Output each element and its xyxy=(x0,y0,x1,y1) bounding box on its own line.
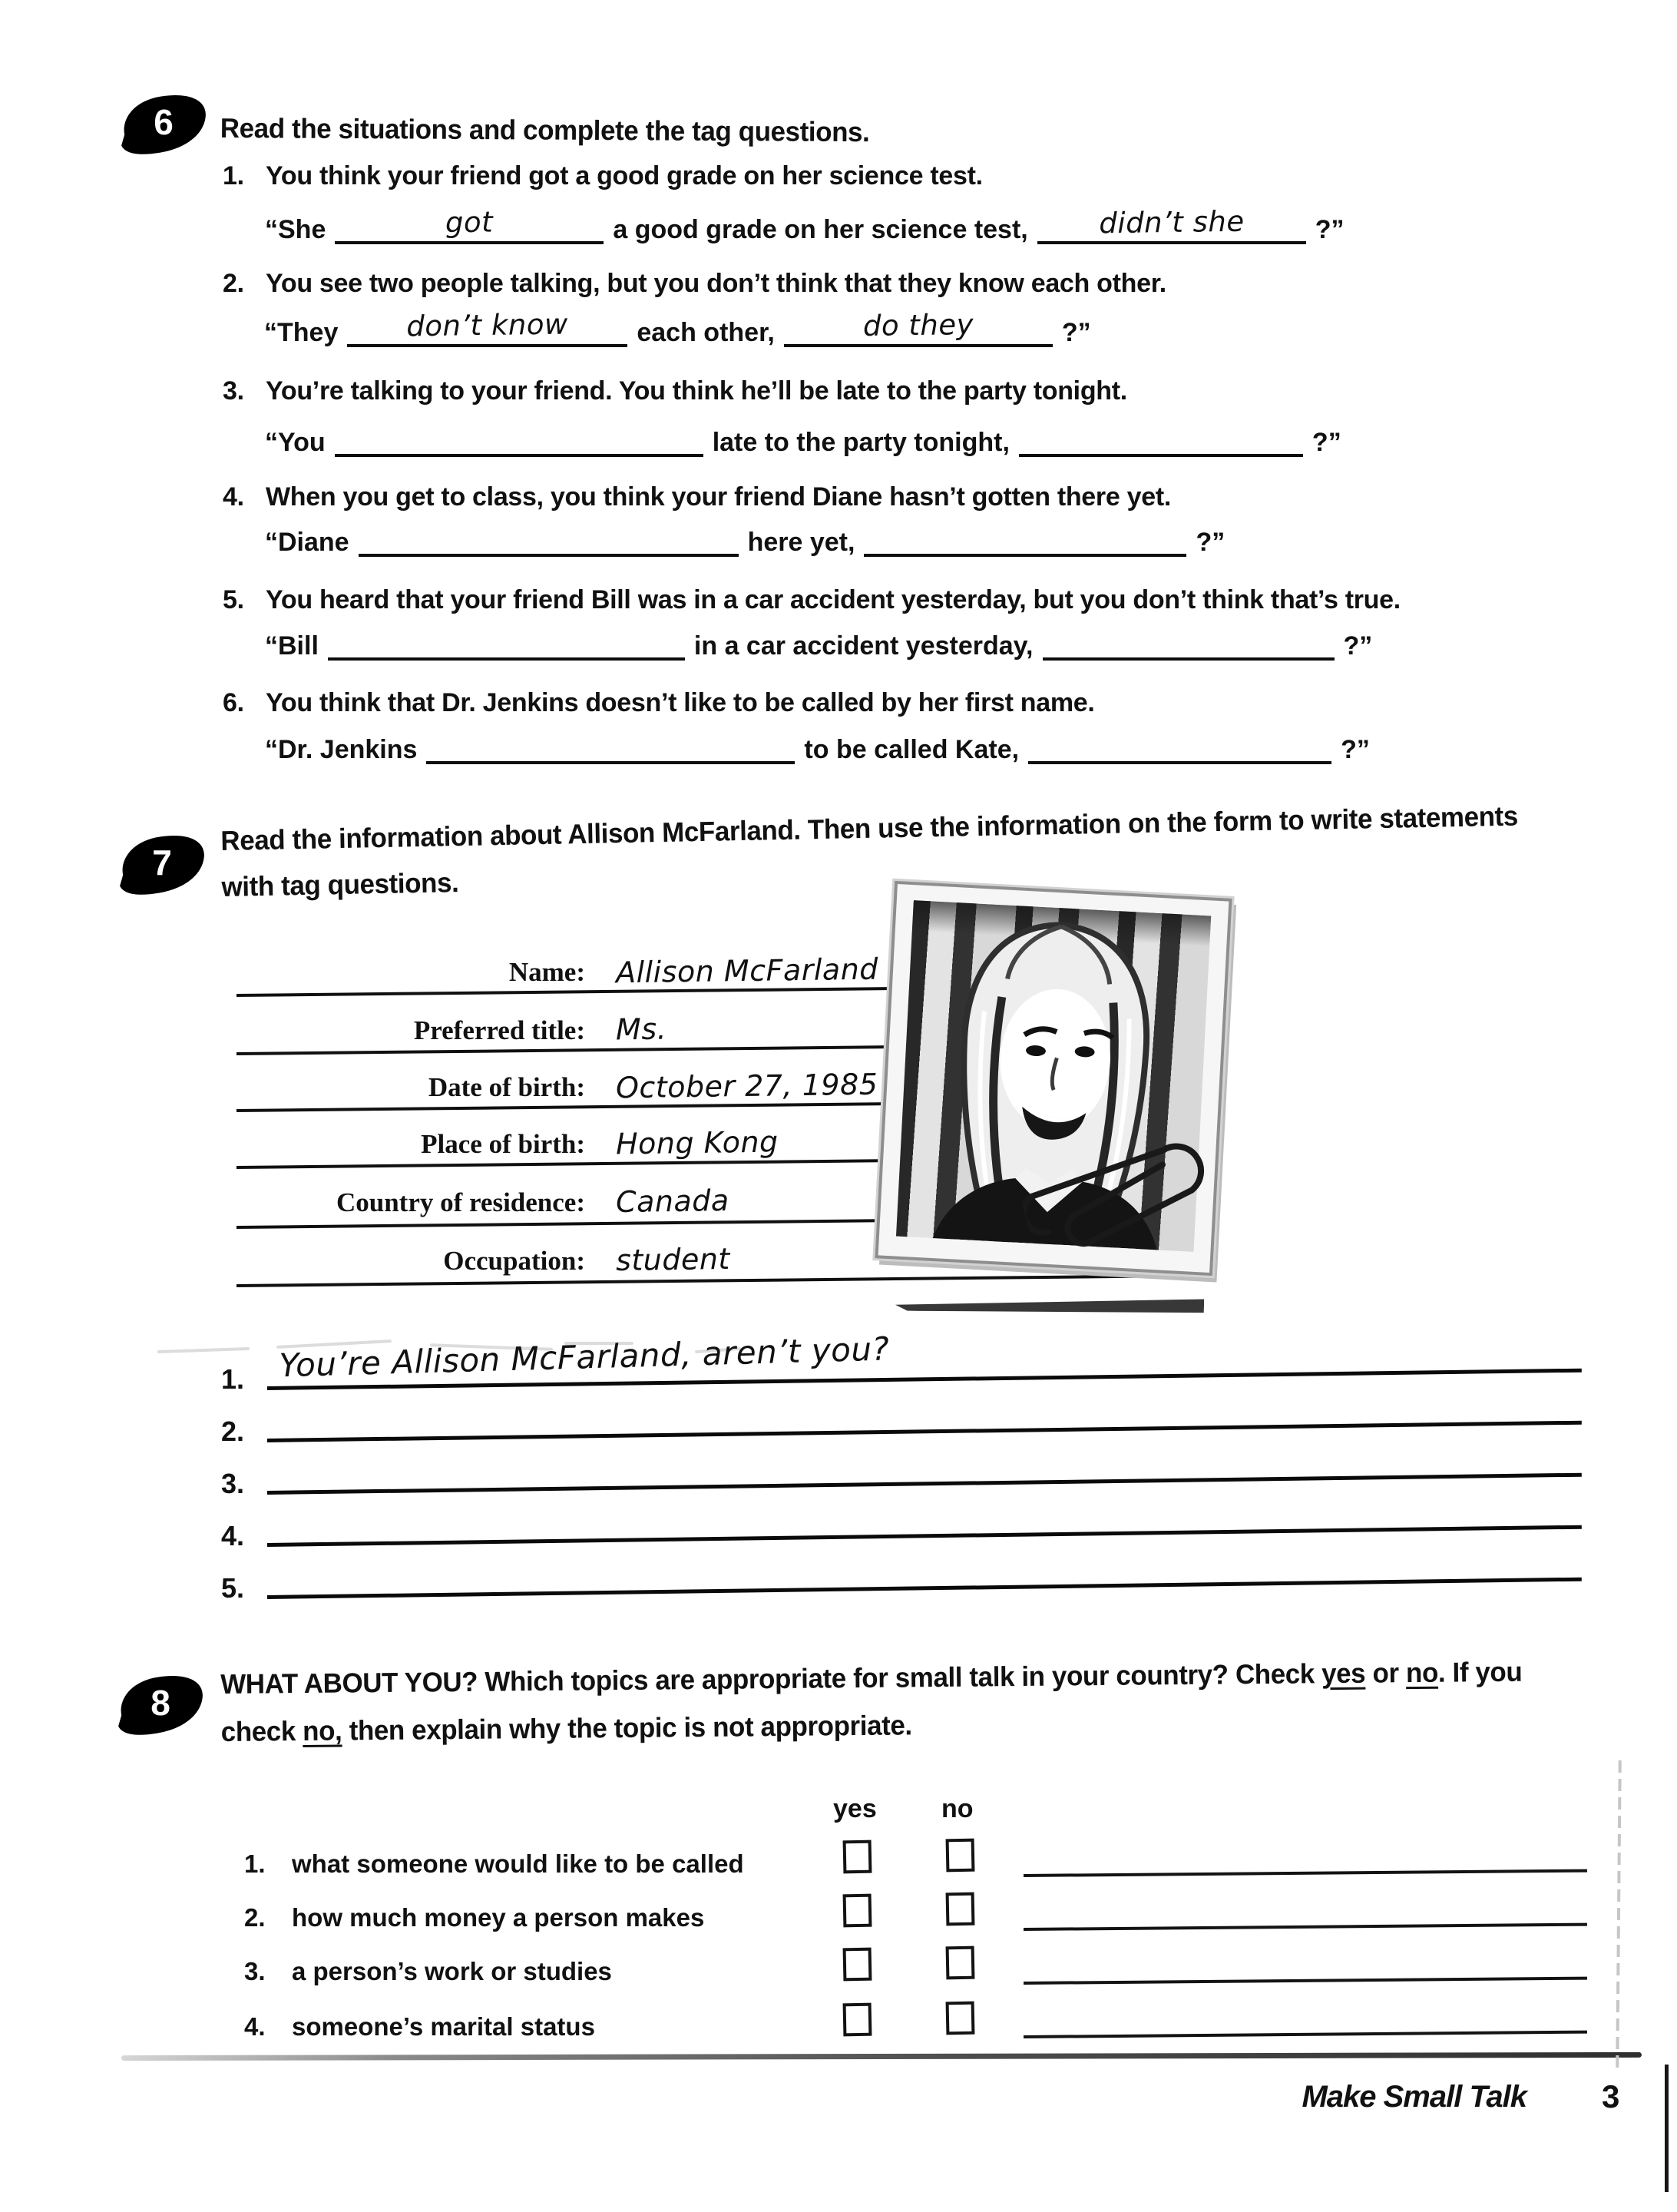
checkbox-no[interactable] xyxy=(946,1946,975,1980)
form-label: Occupation: xyxy=(443,1246,585,1276)
quote-prefix: “Diane xyxy=(265,528,349,557)
form-label: Preferred title: xyxy=(413,1015,585,1045)
quote-middle: in a car accident yesterday, xyxy=(693,631,1034,661)
topic-text: a person’s work or studies xyxy=(292,1957,612,1985)
checkbox-yes[interactable] xyxy=(843,2003,872,2037)
underlined-no: no, xyxy=(302,1714,342,1747)
answer-blank[interactable] xyxy=(359,515,739,557)
answer-number: 2. xyxy=(221,1416,245,1447)
topic-number: 1. xyxy=(244,1849,266,1878)
quote-suffix: ?” xyxy=(1341,735,1370,764)
item-number: 2. xyxy=(223,269,244,298)
topic-number: 3. xyxy=(244,1957,266,1985)
handwritten-answer xyxy=(1028,754,1331,759)
exercise-number: 7 xyxy=(152,843,172,882)
answer-blank[interactable] xyxy=(335,203,604,244)
instructions-segment: check xyxy=(220,1714,303,1747)
checkbox-yes[interactable] xyxy=(843,1840,872,1874)
topic-item xyxy=(244,1903,704,1932)
quote-prefix: “She xyxy=(265,215,326,244)
form-value[interactable]: Hong Kong xyxy=(615,1124,779,1161)
form-label: Place of birth: xyxy=(421,1129,585,1159)
answer-blank[interactable] xyxy=(1019,416,1303,457)
situation-text: You think your friend got a good grade on her science test. xyxy=(266,161,983,190)
answer-blank[interactable] xyxy=(426,723,795,764)
instructions-segment: or xyxy=(1365,1657,1407,1689)
handwritten-answer xyxy=(426,754,795,760)
handwritten-answer xyxy=(1019,447,1303,451)
item-number: 6. xyxy=(223,688,244,717)
situation-text: You’re talking to your friend. You think he’ll be late to the party tonight. xyxy=(266,376,1127,406)
topic-text: someone’s marital status xyxy=(292,2012,595,2041)
topic-text: how much money a person makes xyxy=(292,1903,705,1932)
explanation-line[interactable] xyxy=(1024,1977,1587,1985)
instructions-segment: WHAT ABOUT YOU? Which topics are appropriate for small talk in your country? Check xyxy=(220,1657,1322,1700)
form-field-occupation xyxy=(223,1243,730,1277)
exercise-7-badge xyxy=(115,831,209,897)
situation-item xyxy=(223,585,1401,615)
answer-blank[interactable] xyxy=(335,416,703,457)
quote-suffix: ?” xyxy=(1312,428,1341,457)
exercise-number: 8 xyxy=(150,1683,170,1723)
topic-item xyxy=(244,2012,595,2041)
quote-suffix: ?” xyxy=(1343,631,1373,661)
checkbox-yes[interactable] xyxy=(843,1894,872,1928)
topic-text: what someone would like to be called xyxy=(292,1849,744,1878)
checkbox-yes[interactable] xyxy=(843,1948,872,1982)
answer-blank[interactable] xyxy=(864,515,1186,557)
answer-number: 5. xyxy=(221,1572,245,1604)
topic-number: 4. xyxy=(244,2012,266,2041)
handwritten-answer xyxy=(335,447,703,452)
answer-number: 4. xyxy=(221,1520,245,1551)
form-value[interactable]: student xyxy=(615,1241,731,1278)
answer-blank[interactable] xyxy=(784,306,1053,347)
instructions-segment: . If you xyxy=(1437,1655,1523,1688)
answer-number: 3. xyxy=(221,1468,245,1499)
form-value[interactable]: Allison McFarland xyxy=(615,952,879,990)
topic-item xyxy=(244,1849,744,1879)
form-label: Country of residence: xyxy=(336,1187,585,1217)
instructions-line-2 xyxy=(221,1704,1523,1748)
quote-middle: a good grade on her science test, xyxy=(613,215,1028,244)
handwritten-statement: You’re Allison McFarland, aren’t you? xyxy=(278,1330,890,1385)
footer-divider xyxy=(121,2052,1642,2061)
situation-item xyxy=(223,688,1095,718)
exercise-6-instructions: Read the situations and complete the tag questions. xyxy=(220,112,870,148)
tag-question-line xyxy=(265,724,1370,764)
situation-text: You see two people talking, but you don’t think that they know each other. xyxy=(266,269,1166,298)
form-field-date-of-birth xyxy=(223,1069,878,1103)
form-value[interactable]: Canada xyxy=(615,1183,729,1220)
exercise-7-instructions xyxy=(220,800,1560,903)
answer-blank[interactable] xyxy=(1028,723,1331,764)
answer-blank[interactable] xyxy=(1043,619,1335,661)
item-number: 5. xyxy=(223,585,244,614)
tag-question-line xyxy=(265,517,1225,557)
quote-middle: late to the party tonight, xyxy=(712,428,1010,457)
quote-suffix: ?” xyxy=(1061,318,1091,347)
answer-blank[interactable] xyxy=(328,619,685,661)
situation-text: You think that Dr. Jenkins doesn’t like to be called by her first name. xyxy=(266,688,1095,717)
topic-item xyxy=(244,1957,612,1986)
quote-prefix: “Dr. Jenkins xyxy=(265,735,418,764)
explanation-line[interactable] xyxy=(1024,2031,1587,2038)
quote-suffix: ?” xyxy=(1196,528,1226,557)
explanation-line[interactable] xyxy=(1024,1923,1587,1931)
handwritten-answer: didn’t she xyxy=(1098,204,1245,240)
underlined-yes: yes xyxy=(1321,1657,1366,1690)
tag-question-line xyxy=(265,621,1372,661)
scan-edge-squiggle xyxy=(1616,1760,1621,2068)
quote-prefix: “You xyxy=(265,428,326,457)
handwritten-answer xyxy=(359,547,739,552)
form-label: Name: xyxy=(508,957,585,987)
checkbox-no[interactable] xyxy=(946,1839,975,1873)
explanation-line[interactable] xyxy=(1024,1869,1587,1877)
quote-prefix: “They xyxy=(264,318,339,347)
handwritten-answer: don’t know xyxy=(406,307,569,343)
checkbox-no[interactable] xyxy=(946,2002,975,2035)
handwritten-answer xyxy=(328,651,685,655)
scan-smudge xyxy=(157,1347,250,1353)
answer-blank[interactable] xyxy=(1037,203,1306,244)
exercise-8-badge xyxy=(114,1671,207,1737)
handwritten-answer: got xyxy=(445,205,494,240)
situation-item xyxy=(223,376,1127,406)
instructions-line-1: Read the information about Allison McFarland. Then use the information on the form to write statements xyxy=(220,800,1519,856)
handwritten-answer xyxy=(1043,651,1335,654)
tag-question-line xyxy=(264,307,1091,347)
quote-middle: here yet, xyxy=(747,528,855,557)
page-number: 3 xyxy=(1602,2078,1620,2114)
item-number: 4. xyxy=(223,482,244,512)
book-title: Make Small Talk xyxy=(1302,2080,1526,2114)
instructions-line-1 xyxy=(220,1656,1523,1700)
form-field-preferred-title xyxy=(223,1012,666,1046)
topic-number: 2. xyxy=(244,1903,266,1932)
item-number: 3. xyxy=(223,376,244,406)
handwritten-answer: do they xyxy=(862,307,974,343)
form-value[interactable]: October 27, 1985 xyxy=(615,1067,878,1105)
tag-question-line xyxy=(265,417,1341,457)
quote-middle: to be called Kate, xyxy=(804,735,1020,764)
exercise-6-badge xyxy=(117,91,210,157)
exercise-8-instructions xyxy=(220,1655,1563,1748)
column-header-no: no xyxy=(941,1794,974,1823)
instructions-line-2: with tag questions. xyxy=(221,866,459,902)
photo-shadow xyxy=(895,1293,1204,1316)
situation-item xyxy=(223,482,1171,512)
form-field-name xyxy=(223,954,878,988)
instructions-segment: then explain why the topic is not appropriate. xyxy=(342,1709,912,1747)
form-label: Date of birth: xyxy=(428,1072,585,1102)
answer-blank[interactable] xyxy=(347,306,627,347)
checkbox-no[interactable] xyxy=(946,1892,975,1926)
situation-item xyxy=(223,269,1166,299)
handwritten-answer xyxy=(864,547,1186,551)
situation-text: When you get to class, you think your friend Diane hasn’t gotten there yet. xyxy=(266,482,1171,512)
quote-prefix: “Bill xyxy=(265,631,319,661)
underlined-no: no xyxy=(1405,1656,1439,1689)
scan-edge-line xyxy=(1665,2065,1669,2192)
tag-question-line xyxy=(265,204,1345,244)
situation-text: You heard that your friend Bill was in a car accident yesterday, but you don’t think that’s true. xyxy=(266,585,1401,614)
form-field-country-of-residence xyxy=(223,1184,729,1218)
column-header-yes: yes xyxy=(833,1794,877,1823)
item-number: 1. xyxy=(223,161,244,190)
quote-middle: each other, xyxy=(637,318,775,347)
answer-number: 1. xyxy=(221,1363,245,1395)
exercise-number: 6 xyxy=(154,102,174,142)
form-value[interactable]: Ms. xyxy=(615,1012,667,1047)
situation-item xyxy=(223,161,983,191)
form-field-place-of-birth xyxy=(223,1126,779,1160)
quote-suffix: ?” xyxy=(1315,215,1345,244)
